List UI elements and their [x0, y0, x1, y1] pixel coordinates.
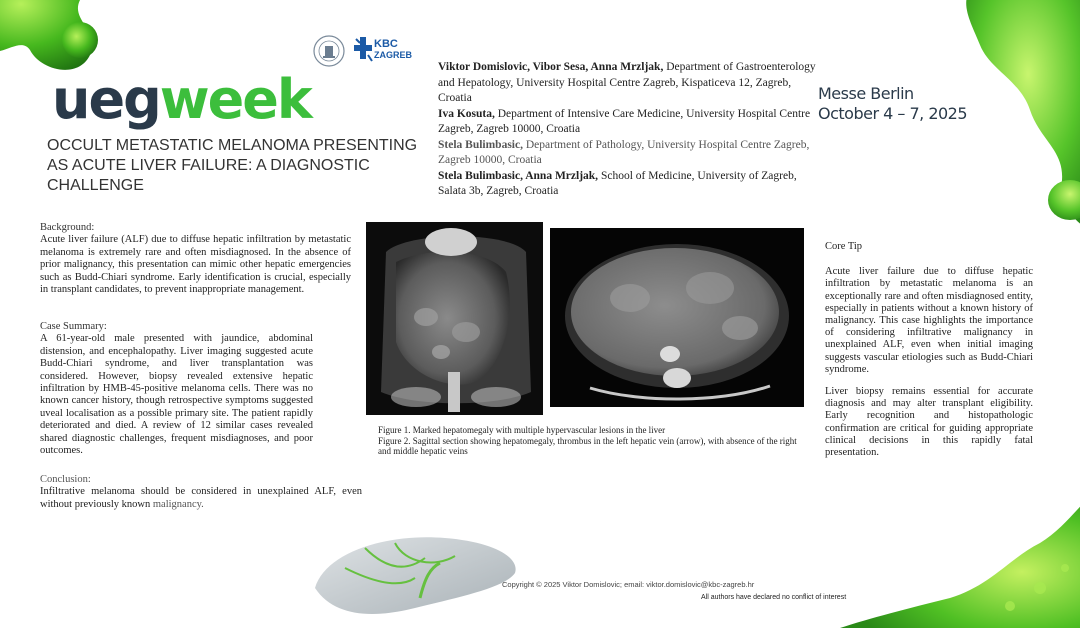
author-group-2	[438, 107, 818, 138]
case-summary-heading: Case Summary:	[40, 321, 107, 332]
conclusion-heading: Conclusion:	[40, 474, 91, 485]
author-names: Iva Kosuta,	[438, 107, 495, 120]
venue-dates: October 4 – 7, 2025	[818, 104, 968, 123]
author-list	[438, 60, 818, 200]
author-group-4	[438, 169, 818, 200]
case-summary-section	[40, 321, 313, 457]
author-affiliation: Department of Gastroenterology and Hepatology, University Hospital Centre Zagreb, Kispaticeva 12, Zagreb, Croatia	[438, 61, 816, 104]
figure-1-caption: Figure 1. Marked hepatomegaly with multiple hypervascular lesions in the liver	[378, 425, 666, 435]
venue-place: Messe Berlin	[818, 84, 914, 103]
core-tip-heading: Core Tip	[825, 241, 863, 252]
week-logo-text: week	[159, 68, 311, 131]
author-affiliation: Department of Intensive Care Medicine, University Hospital Centre Zagreb, Zagreb 10000, Croatia	[438, 107, 811, 135]
author-names: Stela Bulimbasic, Anna Mrzljak,	[438, 169, 599, 182]
conclusion-text-highlight: malignancy.	[152, 498, 204, 510]
background-heading: Background:	[40, 222, 95, 233]
case-summary-text: A 61-year-old male presented with jaundice, abdominal distension, and encephalopathy. Liver imaging suggested acute Budd-Chiari syndrome, and liver transplantation was considered. However, biopsy revealed extensive hepatic infiltration by HMB-45-positive melanoma cells. There was no known cancer history, though retrospective symptoms suggested uveal localisation as a possible primary site. The patient rapidly deteriorated and died. A review of 12 similar cases revealed shared diagnostic challenges, frequent misdiagnoses, and poor outcomes.	[40, 333, 313, 457]
decorative-blob-bottom-right	[840, 488, 1080, 628]
core-tip-paragraph-1: Acute liver failure due to diffuse hepatic infiltration by metastatic melanoma is an exceptionally rare and often misdiagnosed entity, especially in patients without a known history of malignancy. This case highlights the importance of considering infiltrative malignancy in unexplained ALF, even when initial imaging suggests vascular etiologies such as Budd-Chiari syndrome.	[825, 266, 1033, 375]
ct-image-axial	[550, 228, 804, 407]
author-names: Stela Bulimbasic,	[438, 138, 523, 151]
core-tip-section	[825, 241, 1033, 469]
conclusion-text: Infiltrative melanoma should be considered in unexplained ALF, even without previously known	[40, 486, 362, 510]
copyright-notice: Copyright © 2025 Viktor Domislovic; email: viktor.domislovic@kbc-zagreb.hr	[502, 580, 755, 589]
core-tip-paragraph-2: Liver biopsy remains essential for accurate diagnosis and may alter transplant eligibility. Early recognition and histopathologic confirmation are critical for guiding appropriate clinical decisions in this rapidly fatal presentation.	[825, 386, 1033, 459]
venue-block	[818, 84, 967, 124]
author-affiliation: School of Medicine, University of Zagreb, Salata 3b, Zagreb, Croatia	[438, 169, 797, 197]
liver-illustration	[305, 528, 525, 618]
poster-title: OCCULT METASTATIC MELANOMA PRESENTING AS ACUTE LIVER FAILURE: A DIAGNOSTIC CHALLENGE	[47, 137, 418, 194]
author-names: Viktor Domislovic, Vibor Sesa, Anna Mrzljak,	[438, 61, 664, 73]
zagreb-label: ZAGREB	[374, 50, 412, 60]
figure-captions	[378, 425, 808, 457]
ueg-week-logo	[52, 70, 311, 130]
ct-image-coronal	[366, 222, 543, 415]
conflict-disclaimer: All authors have declared no conflict of interest	[701, 594, 847, 601]
decorative-blob-top-right	[950, 0, 1080, 230]
kbc-cross-icon	[352, 35, 374, 65]
kbc-zagreb-logo	[352, 35, 416, 67]
figure-2-caption: Figure 2. Sagittal section showing hepatomegaly, thrombus in the left hepatic vein (arrow), with absence of the right and middle hepatic veins	[378, 435, 797, 457]
author-affiliation: Department of Pathology, University Hospital Centre Zagreb, Zagreb 10000, Croatia	[438, 138, 810, 166]
kbc-label: KBC	[374, 38, 398, 50]
ueg-logo-text: ueg	[52, 68, 160, 131]
hospital-emblem-icon	[312, 34, 346, 68]
conclusion-section	[40, 474, 362, 511]
background-section	[40, 222, 351, 296]
author-group-3	[438, 138, 818, 169]
background-text: Acute liver failure (ALF) due to diffuse hepatic infiltration by metastatic melanoma is extremely rare and often misdiagnosed. In the absence of prior malignancy, this presentation can mimic other hepatic emergencies such as Budd-Chiari syndrome. Early identification is crucial, especially in transplant candidates, to prevent inappropriate management.	[40, 234, 351, 296]
author-group-1	[438, 60, 818, 107]
